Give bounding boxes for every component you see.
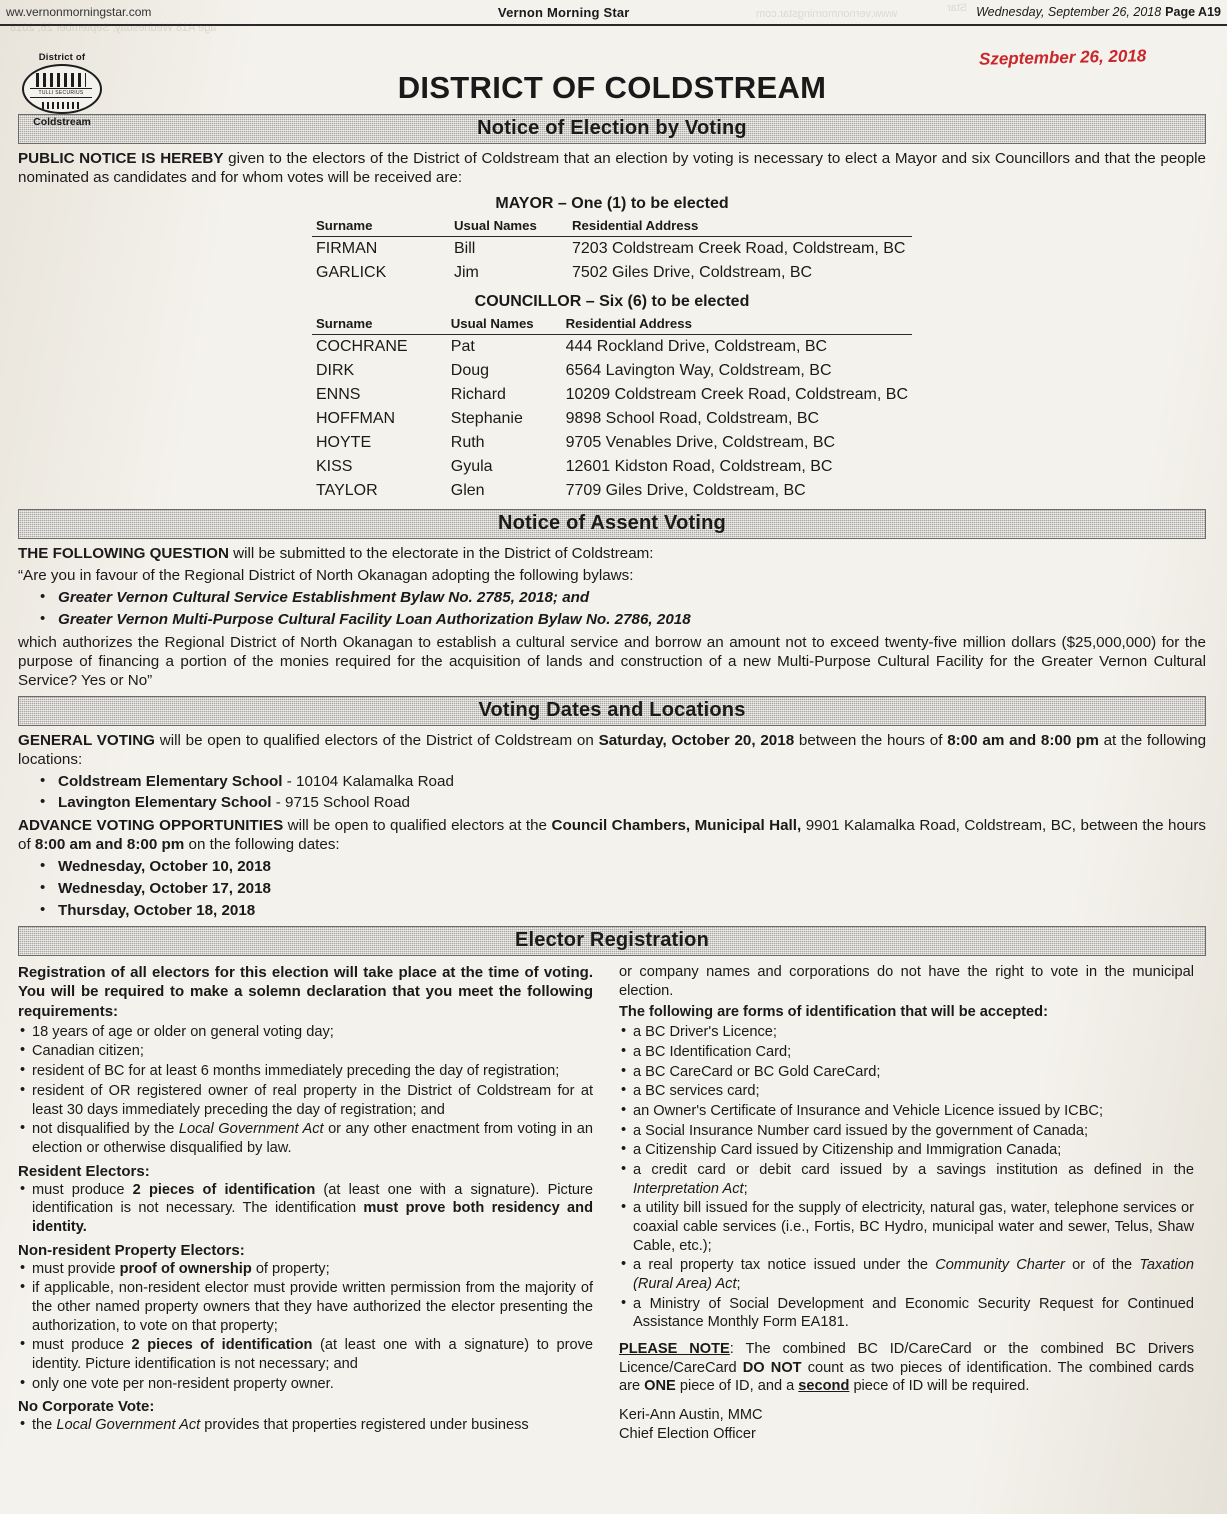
realprop-text-b: Community Charter [935, 1257, 1065, 1274]
cell-usual-name: Stephanie [450, 410, 523, 427]
advance-voting-text2: 9901 Kalamalka Road, Coldstream, BC, between the hours of [18, 817, 1206, 853]
table-row [312, 359, 912, 383]
no-corporate-vote-heading: No Corporate Vote: [18, 1398, 155, 1416]
list-item: • not disqualified by the Local Government Act or any other enactment from voting in an election or otherwise disqualified by law. [18, 1120, 593, 1157]
accepted-id-list [619, 1023, 1194, 1332]
note-text-c: count as two pieces of identification. The combined cards are [619, 1359, 1194, 1395]
credit-text-a: a credit card or debit card issued by a savings institution as defined in the [633, 1161, 1194, 1178]
election-notice-intro [18, 149, 1206, 187]
list-item: • a Citizenship Card issued by Citizenship and Immigration Canada; [619, 1141, 1194, 1160]
list-item: • if applicable, non-resident elector must provide written permission from the majority of the other named property owners that they have authorized the elector presenting the authorization, to vote on that property; [18, 1279, 593, 1335]
cell-address: 9705 Venables Drive, Coldstream, BC [565, 434, 836, 451]
page-title: DISTRICT OF COLDSTREAM [397, 70, 827, 105]
corporate-vote-list [18, 1416, 593, 1435]
list-item [619, 1161, 1194, 1198]
general-voting-text2: between the hours of [794, 731, 948, 749]
column-residential-address: Residential Address [562, 315, 912, 335]
realprop-text-a: a real property tax notice issued under the [633, 1257, 936, 1274]
list-item: • resident of BC for at least 6 months immediately preceding the day of registration; [18, 1062, 593, 1081]
bylaw-list [18, 588, 1206, 630]
assent-lead-rest: will be submitted to the electorate in the District of Coldstream: [228, 545, 654, 562]
list-item: • a BC services card; [619, 1082, 1194, 1101]
location-name: Coldstream Elementary School [58, 772, 283, 790]
column-usual-names: Usual Names [450, 217, 568, 237]
nonresident-electors-heading: Non-resident Property Electors: [18, 1241, 245, 1259]
mayor-candidates-table [312, 217, 912, 285]
resident-text-d: must prove both residency and identity. [32, 1200, 593, 1235]
note-text-b: DO NOT [742, 1359, 802, 1376]
cell-address: 7709 Giles Drive, Coldstream, BC [565, 482, 806, 499]
assent-lead [18, 544, 1206, 563]
corp-text-a: the [32, 1417, 57, 1434]
nonres3-text-b: 2 pieces of identification [131, 1337, 313, 1354]
credit-text-b: Interpretation Act [633, 1180, 744, 1197]
table-row [312, 431, 912, 455]
list-item [18, 857, 1206, 877]
please-note-paragraph [619, 1340, 1194, 1396]
cell-usual-name: Gyula [450, 458, 493, 475]
assent-question-close: which authorizes the Regional District of North Okanagan to establish a cultural service and borrow an amount not to exceed twenty-five million dollars ($25,000,000) for the purpose of financing a portion of the monies required for the acquisition of lands and construction of a new Multi-Purpose Cultural Facility for the Greater Vernon Cultural Service? Yes or No” [18, 633, 1206, 689]
column-surname: Surname [312, 217, 450, 237]
signer-name: Keri-Ann Austin, MMC [619, 1407, 763, 1424]
table-row [312, 261, 912, 285]
cell-surname: HOFFMAN [316, 410, 396, 427]
cell-surname: ENNS [316, 386, 361, 403]
nonres-text-c: of property; [251, 1260, 330, 1277]
list-item: • a Social Insurance Number card issued by the government of Canada; [619, 1122, 1194, 1141]
bylaw-label: Greater Vernon Multi-Purpose Cultural Facility Loan Authorization Bylaw No. 2786, 2018 [58, 610, 691, 628]
cell-usual-name: Doug [450, 362, 490, 379]
list-item: • 18 years of age or older on general voting day; [18, 1023, 593, 1042]
advance-date: Wednesday, October 10, 2018 [58, 858, 272, 875]
note-text-a: : The combined BC ID/CareCard or the combined BC Drivers Licence/CareCard [619, 1341, 1194, 1376]
advance-voting-text3: on the following dates: [184, 836, 340, 853]
councillor-candidates-table [312, 315, 912, 503]
table-row [312, 335, 912, 360]
list-item [619, 1256, 1194, 1293]
section-bar-elector-registration: Elector Registration [18, 926, 1206, 956]
table-row [312, 407, 912, 431]
section-bar-voting-dates: Voting Dates and Locations [18, 696, 1206, 726]
registration-continued: or company names and corporations do not have the right to vote in the municipal election. [619, 964, 1194, 999]
intro-rest: given to the electors of the District of Coldstream that an election by voting is necessary to elect a Mayor and six Councillors and that the people nominated as candidates and for whom votes will be received are: [18, 150, 1206, 186]
assent-question-open: “Are you in favour of the Regional District of North Okanagan adopting the following bylaws: [18, 567, 634, 584]
advance-voting-hours: 8:00 am and 8:00 pm [34, 836, 185, 853]
list-item [18, 1260, 593, 1279]
resident-electors-heading: Resident Electors: [18, 1162, 150, 1180]
advance-date: Wednesday, October 17, 2018 [58, 879, 272, 897]
list-item: • a BC Identification Card; [619, 1043, 1194, 1062]
cell-surname: HOYTE [316, 434, 372, 451]
masthead-paper-name: Vernon Morning Star [497, 4, 630, 20]
list-item: • an Owner's Certificate of Insurance and Vehicle Licence issued by ICBC; [619, 1102, 1194, 1121]
note-text-d: ONE [644, 1378, 676, 1395]
cell-address: 12601 Kidston Road, Coldstream, BC [565, 458, 833, 475]
registration-left-column [18, 961, 593, 1444]
date-stamp: Szeptember 26, 2018 [978, 46, 1147, 69]
cell-address: 10209 Coldstream Creek Road, Coldstream, BC [565, 386, 908, 403]
bylaw-label: Greater Vernon Cultural Service Establishment Bylaw No. 2785, 2018; and [58, 589, 590, 606]
table-header-row [312, 315, 912, 335]
resident-text-a: must produce [32, 1181, 133, 1198]
list-item: • only one vote per non-resident property owner. [18, 1375, 593, 1394]
advance-voting-label: ADVANCE VOTING OPPORTUNITIES [18, 817, 284, 834]
advance-voting-text1: will be open to qualified electors at the [283, 817, 552, 834]
nonresident-electors-list [18, 1260, 593, 1394]
table-row [312, 479, 912, 503]
signer-title: Chief Election Officer [619, 1426, 756, 1442]
election-notice-ad [8, 30, 1216, 1508]
list-item [18, 610, 1206, 630]
corp-text-b: Local Government Act [56, 1417, 201, 1434]
list-item [18, 1181, 593, 1237]
column-surname: Surname [312, 315, 447, 335]
advance-voting-place: Council Chambers, Municipal Hall, [551, 817, 802, 834]
masthead-dateline: Wednesday, September 26, 2018 [976, 5, 1162, 19]
table-header-row [312, 217, 912, 237]
note-text-g: piece of ID will be required. [849, 1378, 1030, 1395]
registration-intro: Registration of all electors for this election will take place at the time of voting. You will be required to make a solemn declaration that you meet the following requirements: [18, 964, 593, 1020]
corp-text-c: provides that properties registered under business [200, 1417, 529, 1434]
cell-surname: DIRK [316, 362, 355, 379]
cell-surname: KISS [316, 458, 353, 475]
nonres-text-a: must provide [32, 1260, 120, 1277]
resident-text-c: (at least one with a signature). Picture identification is not necessary. The identification [32, 1181, 593, 1217]
cell-usual-name: Pat [450, 338, 475, 355]
general-voting-hours: 8:00 am and 8:00 pm [947, 731, 1099, 749]
cell-usual-name: Bill [454, 240, 476, 257]
crest-motto: TULLI SECURIUS [30, 88, 92, 98]
cell-address: 444 Rockland Drive, Coldstream, BC [565, 338, 828, 355]
nonres-text-b: proof of ownership [119, 1260, 252, 1277]
general-voting-paragraph [18, 731, 1206, 769]
list-item: • resident of OR registered owner of real property in the District of Coldstream for at least 30 days immediately preceding the day of registration; and [18, 1082, 593, 1119]
resident-electors-list [18, 1181, 593, 1237]
column-usual-names: Usual Names [447, 315, 562, 335]
list-item [18, 1416, 593, 1435]
cell-surname: TAYLOR [316, 482, 378, 499]
table-row [312, 237, 912, 262]
masthead-url: ww.vernonmorningstar.com [6, 5, 152, 19]
list-item: • a utility bill issued for the supply of electricity, natural gas, water, telephone services or coaxial cable services (i.e., Fortis, BC Hydro, municipal water and sewer, Telus, Shaw Cable, etc.); [619, 1199, 1194, 1255]
masthead-page-number: Page A19 [1165, 5, 1221, 19]
realprop-text-e: ; [736, 1276, 741, 1292]
list-item [18, 793, 1206, 813]
assent-lead-bold: THE FOLLOWING QUESTION [18, 545, 229, 562]
realprop-text-d: Taxation (Rural Area) Act [633, 1257, 1194, 1292]
advance-voting-dates-list [18, 857, 1206, 920]
resident-text-b: 2 pieces of identification [132, 1181, 316, 1198]
registration-right-column [619, 961, 1194, 1444]
list-item: • a BC CareCard or BC Gold CareCard; [619, 1063, 1194, 1082]
credit-text-c: ; [743, 1180, 748, 1197]
list-item: • a BC Driver's Licence; [619, 1023, 1194, 1042]
bleed-text-page: age A18 Wednesday, September 26, 2018 [10, 22, 217, 34]
bleed-text-star: Star [946, 2, 967, 14]
intro-bold: PUBLIC NOTICE IS HEREBY [18, 150, 224, 167]
cell-usual-name: Jim [454, 264, 479, 281]
list-item [18, 1336, 593, 1373]
voting-locations-list [18, 772, 1206, 814]
cell-usual-name: Glen [450, 482, 485, 499]
location-address: - 10104 Kalamalka Road [282, 772, 454, 790]
list-item: • Canadian citizen; [18, 1042, 593, 1061]
cell-surname: COCHRANE [316, 338, 408, 355]
location-name: Lavington Elementary School [58, 794, 272, 812]
registration-columns [18, 961, 1206, 1444]
councillor-heading: COUNCILLOR – Six (6) to be elected [474, 293, 750, 310]
list-item: • a Ministry of Social Development and Economic Security Request for Continued Assistance Monthly Form EA181. [619, 1295, 1194, 1332]
section-bar-assent-voting: Notice of Assent Voting [18, 509, 1206, 539]
general-voting-text3: at the following locations: [18, 731, 1207, 768]
cell-address: 9898 School Road, Coldstream, BC [565, 410, 820, 427]
cell-address: 7502 Giles Drive, Coldstream, BC [572, 264, 813, 281]
please-note-label: PLEASE NOTE [619, 1341, 730, 1358]
general-voting-date: Saturday, October 20, 2018 [598, 731, 795, 749]
mayor-heading: MAYOR – One (1) to be elected [495, 195, 729, 212]
crest-name-label: Coldstream [33, 116, 91, 128]
cell-address: 6564 Lavington Way, Coldstream, BC [565, 362, 832, 379]
crest-top-label: District of [38, 52, 86, 63]
accepted-id-heading: The following are forms of identification that will be accepted: [619, 1003, 1048, 1020]
crest-emblem-icon [22, 64, 102, 114]
nonres3-text-a: must produce [32, 1337, 132, 1354]
list-item [18, 588, 1206, 608]
bleed-text-url: www.vernonmorningstar.com [755, 8, 897, 20]
general-voting-text1: will be open to qualified electors of the District of Coldstream on [154, 731, 599, 749]
list-item [18, 901, 1206, 921]
requirements-list [18, 1023, 593, 1158]
table-row [312, 383, 912, 407]
cell-usual-name: Ruth [450, 434, 485, 451]
note-text-e: piece of ID, and a [675, 1378, 799, 1395]
realprop-text-c: or of the [1064, 1257, 1140, 1274]
cell-surname: GARLICK [316, 264, 387, 281]
section-bar-election-notice: Notice of Election by Voting [18, 114, 1206, 144]
newspaper-masthead [0, 0, 1227, 26]
note-text-f: second [798, 1378, 850, 1395]
table-row [312, 455, 912, 479]
list-item [18, 772, 1206, 792]
advance-date: Thursday, October 18, 2018 [58, 901, 256, 919]
nonres3-text-c: (at least one with a signature) to prove identity. Picture identification is not necessary; and [32, 1337, 593, 1372]
signature-block [619, 1406, 1194, 1444]
location-address: - 9715 School Road [271, 794, 410, 812]
cell-address: 7203 Coldstream Creek Road, Coldstream, BC [572, 240, 906, 257]
general-voting-label: GENERAL VOTING [18, 731, 155, 749]
list-item [18, 879, 1206, 899]
column-residential-address: Residential Address [568, 217, 912, 237]
cell-surname: FIRMAN [316, 240, 378, 257]
cell-usual-name: Richard [450, 386, 506, 403]
advance-voting-paragraph [18, 816, 1206, 854]
coldstream-crest [16, 52, 108, 128]
